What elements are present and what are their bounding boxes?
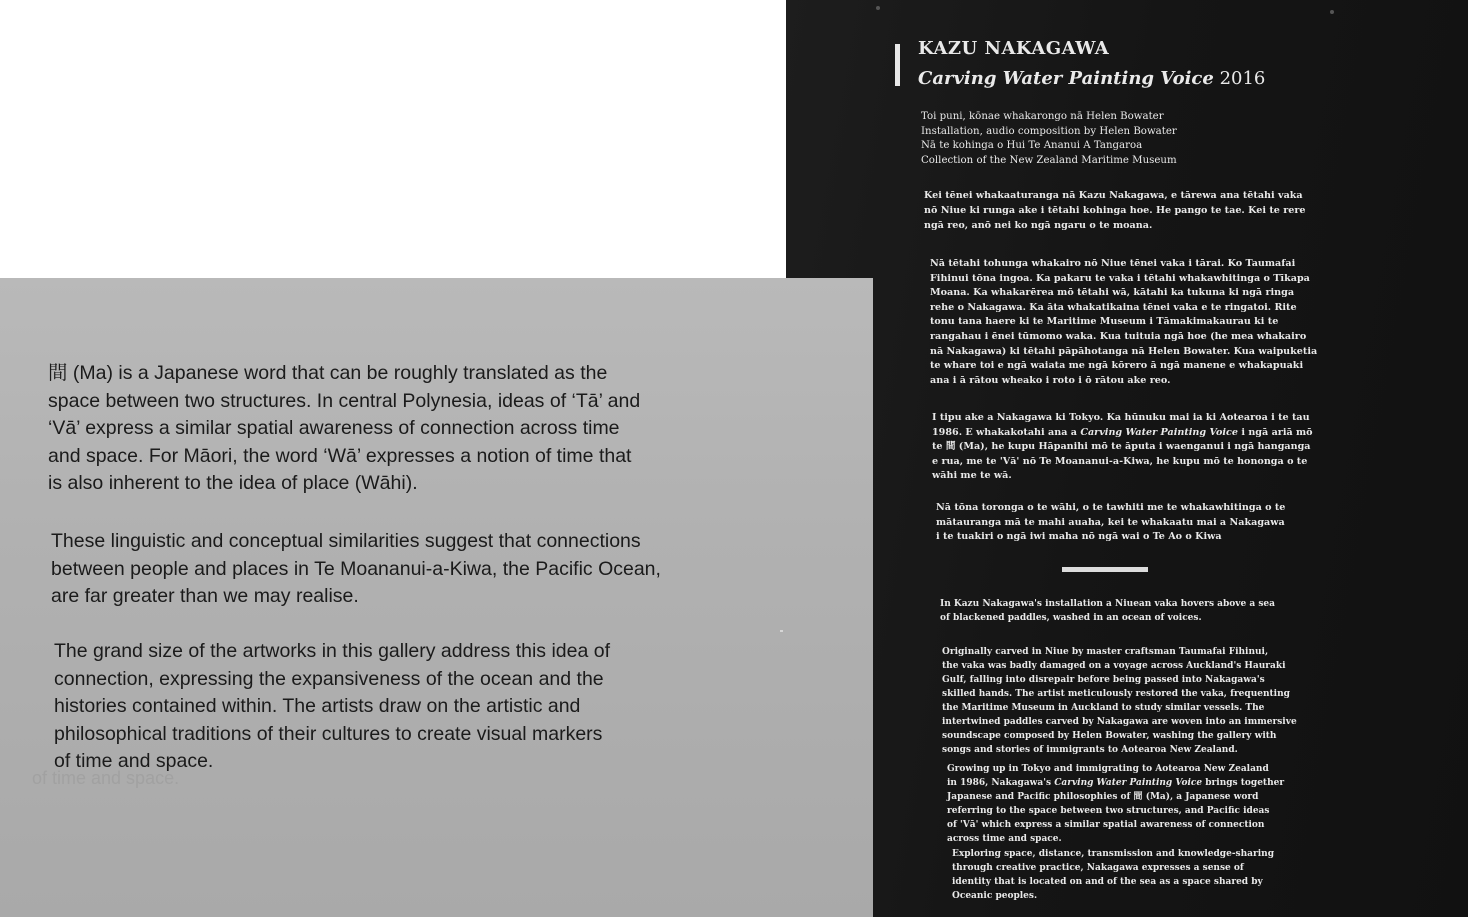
artwork-title: Carving Water Painting Voice	[918, 68, 1214, 89]
text-line: Originally carved in Niue by master craftsman Taumafai Fihinui,	[942, 647, 1269, 657]
credit-line: Nā te kohinga o Hui Te Ananui A Tangaroa	[921, 140, 1143, 151]
text-line: Nā tōna toronga o te wāhi, o te tawhiti me te whakawhitinga o te	[936, 502, 1286, 513]
intro-paragraph-3	[54, 638, 610, 776]
text-line: the Maritime Museum in Auckland to study similar vessels. The	[942, 703, 1265, 713]
text-line: of 'Vā' which express a similar spatial awareness of connection	[947, 820, 1265, 830]
text-line: soundscape composed by Helen Bowater, washing the gallery with	[942, 731, 1277, 741]
intro-paragraph-2	[51, 528, 661, 611]
text-line: 間 (Ma) is a Japanese word that can be roughly translated as the	[48, 362, 608, 384]
ghost-text-reflection: of time and space.	[32, 768, 180, 788]
artist-name: KAZU NAKAGAWA	[918, 38, 1110, 59]
text-line: space between two structures. In central Polynesia, ideas of ‘Tā’ and	[48, 389, 641, 412]
text-line: connection, expressing the expansiveness of the ocean and the	[54, 667, 604, 690]
text-line: I tipu ake a Nakagawa ki Tokyo. Ka hūnuku mai ia ki Aotearoa i te tau	[932, 412, 1310, 423]
text-line: Fihinui tōna ingoa. Ka pakaru te vaka i tētahi whakawhitinga o Tīkapa	[930, 272, 1310, 284]
text-line: In Kazu Nakagawa's installation a Niuean vaka hovers above a sea	[940, 599, 1275, 609]
maori-paragraph-2	[930, 257, 1317, 388]
text-line: te whare toi e ngā waiata me ngā kōrero ā ngā manene e whakapuaki	[930, 360, 1304, 372]
wall-label-panel	[786, 0, 1468, 917]
text-line: between people and places in Te Moananui-a-Kiwa, the Pacific Ocean,	[51, 557, 661, 580]
text-line: skilled hands. The artist meticulously restored the vaka, frequenting	[942, 689, 1290, 699]
text-line: nā Nakagawa) ki tētahi pāpāhotanga nā Helen Bowater. Kua waipuketia	[930, 345, 1318, 357]
english-paragraph-4	[952, 847, 1274, 903]
wall-pin	[876, 6, 880, 10]
artwork-year: 2016	[1219, 68, 1266, 89]
intro-text-panel	[0, 278, 873, 917]
accent-bar	[895, 44, 900, 86]
text-line: ngā reo, anō nei ko ngā ngaru o te moana.	[924, 220, 1153, 231]
text-line: Japanese and Pacific philosophies of 間 (Ma), a Japanese word	[947, 792, 1259, 802]
text-line: songs and stories of immigrants to Aotearoa New Zealand.	[942, 745, 1238, 755]
maori-paragraph-4	[936, 501, 1285, 545]
text-line: nō Niue ki runga ake i tētahi kohinga hoe. He pango te tae. Kei te rere	[924, 205, 1306, 216]
text-line: in 1986, Nakagawa's Carving Water Painting Voice brings together	[947, 778, 1285, 788]
text-line: of blackened paddles, washed in an ocean of voices.	[940, 613, 1202, 623]
text-line: histories contained within. The artists draw on the artistic and	[54, 695, 581, 717]
text-line: 1986. E whakakotahi ana a Carving Water Painting Voice i ngā ariā mō	[932, 426, 1313, 438]
text-line: philosophical traditions of their cultures to create visual markers	[54, 722, 603, 745]
text-line: and space. For Māori, the word ‘Wā’ expresses a notion of time that	[48, 444, 632, 467]
text-line: through creative practice, Nakagawa expresses a sense of	[952, 863, 1244, 873]
text-line: rehe o Nakagawa. Ka āta whakatikaina tēnei vaka e te ringatoi. Rite	[930, 301, 1297, 313]
inline-artwork-title: Carving Water Painting Voice	[1080, 426, 1238, 438]
intro-paragraph-1	[48, 360, 640, 498]
text-line: i te tuakiri o ngā iwi maha nō ngā wai o Te Ao o Kiwa	[936, 531, 1222, 543]
english-paragraph-2	[942, 645, 1297, 757]
wall-pin	[1330, 10, 1334, 14]
artwork-title-line	[918, 68, 1265, 89]
inline-artwork-title: Carving Water Painting Voice	[1054, 778, 1203, 788]
text-line: of time and space.	[54, 750, 214, 772]
text-line: The grand size of the artworks in this gallery address this idea of	[54, 640, 611, 662]
text-line: rangahau i ēnei tūmomo waka. Kua tuituia ngā hoe (he mea whakairo	[930, 330, 1307, 342]
text-line: These linguistic and conceptual similarities suggest that connections	[51, 530, 641, 552]
text-line: Nā tētahi tohunga whakairo nō Niue tēnei vaka i tārai. Ko Taumafai	[930, 258, 1296, 269]
speck	[780, 630, 783, 632]
text-line: Oceanic peoples.	[952, 891, 1038, 901]
text-line: across time and space.	[947, 834, 1062, 844]
maori-paragraph-3	[932, 411, 1313, 484]
text-line: wāhi me te wā.	[932, 470, 1012, 482]
text-line: Gulf, falling into disrepair before being passed into Nakagawa's	[942, 675, 1265, 685]
section-divider	[1062, 567, 1148, 572]
credit-line: Collection of the New Zealand Maritime Museum	[921, 154, 1177, 166]
text-line: te 間 (Ma), he kupu Hāpanihi mō te āputa i waenganui i ngā hanganga	[932, 441, 1311, 453]
text-line: are far greater than we may realise.	[51, 585, 359, 607]
text-line: Exploring space, distance, transmission and knowledge-sharing	[952, 849, 1274, 859]
text-line: intertwined paddles carved by Nakagawa are woven into an immersive	[942, 717, 1297, 727]
text-line: identity that is located on and of the sea as a space shared by	[952, 877, 1263, 887]
credits	[921, 110, 1177, 168]
text-line: Growing up in Tokyo and immigrating to Aotearoa New Zealand	[947, 764, 1269, 774]
text-line: is also inherent to the idea of place (Wāhi).	[48, 472, 418, 494]
text-line: referring to the space between two structures, and Pacific ideas	[947, 806, 1270, 816]
credit-line: Toi puni, kōnae whakarongo nā Helen Bowater	[921, 111, 1164, 122]
text-line: e rua, me te 'Vā' nō Te Moananui-a-Kiwa, he kupu mō te hononga o te	[932, 455, 1308, 467]
text-line: ‘Vā’ express a similar spatial awareness of connection across time	[48, 417, 620, 439]
text-line: mātauranga mā te mahi auaha, kei te whakaatu mai a Nakagawa	[936, 516, 1285, 528]
maori-paragraph-1	[924, 188, 1306, 233]
english-paragraph-3	[947, 762, 1284, 846]
english-paragraph-1	[940, 597, 1275, 625]
text-line: Moana. Ka whakarērea mō tētahi wā, kātahi ka tukuna ki ngā ringa	[930, 287, 1295, 299]
text-line: tonu tana haere ki te Maritime Museum i Tāmakimakaurau ki te	[930, 316, 1279, 328]
text-line: the vaka was badly damaged on a voyage across Auckland's Hauraki	[942, 661, 1286, 671]
text-line: ana i ā rātou wheako i roto i ō rātou ake reo.	[930, 374, 1171, 386]
text-line: Kei tēnei whakaaturanga nā Kazu Nakagawa, e tārewa ana tētahi vaka	[924, 190, 1303, 201]
credit-line: Installation, audio composition by Helen Bowater	[921, 125, 1177, 137]
